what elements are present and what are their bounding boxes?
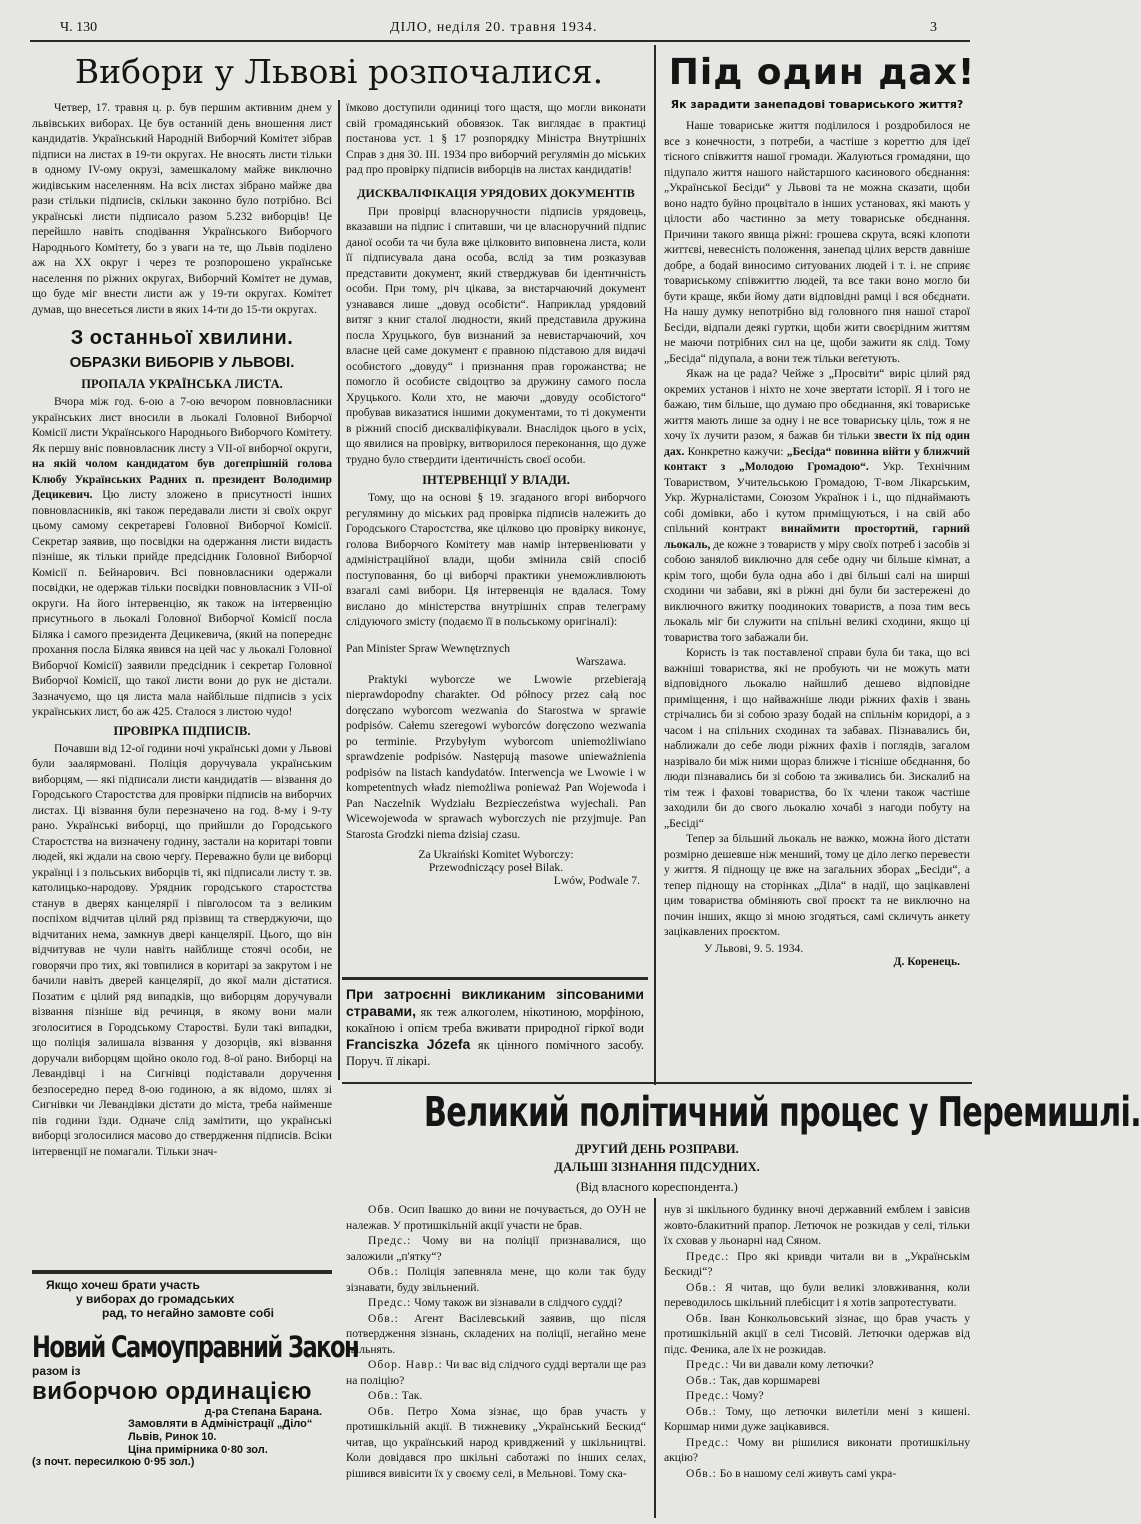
jozefa-ad-rule-top — [342, 977, 648, 980]
roof-p2-g: де кожне з товариств у міру своїх потреб і засобів зі собою занялоб виключно для себе одну чи більше кімнат, а крім того, щоби була одна або і дві більші салі на ширші сходини чи забави, які в ріжні дні були би застережені до виключного вжитку поодиноких товариств, а поза тим весь льокаль міг би служити на спільні великі сходини, якщо ці товариства того забажали би. — [664, 537, 970, 644]
trial-statement: Так, дав коршмареві — [716, 1373, 821, 1387]
trial-top-rule — [342, 1082, 972, 1084]
trial-statement: Поліція запевняла мене, що коли так буду зізнавати, буду звільнений. — [346, 1265, 646, 1294]
roof-p2-d: „Бесіда“ повинна війти у ближчий контакт з „Молодою Громадою“. — [664, 444, 970, 473]
lost-list-paragraph — [32, 394, 332, 720]
trial-speaker: Обв.: — [686, 1404, 717, 1418]
trial-statement: Агент Васілевський заявив, що після потвердження зізнань, складених на поліції, негайно мене звільнять. — [346, 1311, 646, 1356]
issue-number: Ч. 130 — [60, 20, 98, 35]
trial-exchange — [664, 1357, 970, 1373]
newspaper-dateline: ДІЛО, неділя 20. травня 1934. — [390, 20, 598, 35]
roof-p2-a: Якаж на це рада? Чейже з „Просвіти“ виріс цілий ряд окремих установ і ніхто не хоче звертати історії. Я і того не бажаю, тим більше, що думаю про обєднання, які товариське життя мають лише за одну і не все товариську ціль, тож я не хочу їх лучити разом, я бажав би тільки — [664, 367, 970, 442]
telegram-signature-1: Za Ukraiński Komitet Wyborczy: — [418, 848, 574, 861]
trial-exchange — [346, 1202, 646, 1233]
trial-statement: Петро Хома зізнає, що брав участь у протишкільній акції. В тижневику „Український Бескид“ читав, що український народ кривджений у шкільництві. Коли довідався про шкільні саботажі по інших селах, рішився вивісити їх у своєму селі, в Мельнові. Тому ска- — [346, 1404, 646, 1480]
trial-speaker: Обв. — [368, 1404, 395, 1418]
trial-exchange — [664, 1404, 970, 1435]
telegram-signature-3: Lwów, Podwale 7. — [553, 874, 640, 887]
trial-statement: Чи вас від слідчого судді вертали ще раз на поліцію? — [346, 1358, 646, 1387]
trial-statement: Осип Івашко до вини не почувається, до ОУН не належав. У протишкільній акції участи не брав. — [346, 1203, 646, 1232]
jozefa-water-advertisement — [346, 986, 644, 1069]
trial-column-rule — [654, 1198, 656, 1518]
ad-author: д-ра Степана Барана. — [204, 1406, 322, 1418]
ad-line-1: Якщо хочеш брати участь — [46, 1278, 200, 1292]
trial-exchange — [346, 1357, 646, 1388]
trial-speaker: Обв.: — [368, 1311, 399, 1325]
column-rule-right — [654, 45, 656, 1085]
trial-subheading-2: ДАЛЬШІ ЗІЗНАННЯ ПІДСУДНИХ. — [554, 1160, 760, 1174]
trial-speaker: Обв.: — [686, 1280, 717, 1294]
trial-exchange — [346, 1388, 646, 1404]
trial-speaker: Предс.: — [686, 1389, 730, 1402]
trial-exchange — [664, 1466, 970, 1482]
roof-paragraph-4: Тепер за більший льокаль не важко, можна його дістати розмірно дешевше ніж менший, тому це діло легко перевести у життя. Я піднощу це вже на загальних зборах „Бесіди“, а тепер піднощу на сторінках „Діла“ в надії, що зацікавлені цим товариства обміняють свої проєкт та не виключно на почин інших, якщо зі мною згодяться, самі скличуть анкету зацікавлених проєктом. — [664, 832, 970, 938]
jozefa-ad-text-1: як теж алкоголем, нікотиною, морфіною, кокаїною і опієм треба вживати природної гіркої води — [346, 1005, 644, 1035]
trial-exchange — [664, 1202, 970, 1249]
trial-exchange — [346, 1233, 646, 1264]
trial-speaker: Обв. — [368, 1203, 395, 1216]
trial-exchange — [664, 1249, 970, 1280]
trial-speaker: Обв.: — [686, 1466, 717, 1480]
ad-line-3: рад, то негайно замовте собі — [102, 1306, 274, 1320]
trial-exchange — [664, 1388, 970, 1404]
trial-speaker: Обв.: — [686, 1373, 717, 1387]
roof-p2-c: Конкретно кажучи: — [684, 444, 787, 458]
election-scenes-heading: ОБРАЗКИ ВИБОРІВ У ЛЬВОВІ. — [69, 354, 295, 371]
trial-statement: Чому ви на поліції признавалися, що заложили „п'ятку“? — [346, 1234, 646, 1263]
trial-speaker: Обор. Навр.: — [368, 1358, 443, 1371]
trial-exchange — [346, 1295, 646, 1311]
signature-check-paragraph: Почавши від 12-ої години ночі українські доми у Львові були заалярмовані. Поліція доручувала українським виборцям, — які підписали листи кандидатів — візвання до Городського Старостства для провірки підписів на виборчих листах. Ці візвання були перезначено на год. 8-му і 9-ту рано. Українські виборці, що прийшли до Городського Старостства на визначену годину, застали на коритарі товпи людей, які ждали на свою черґу. Переважно були це виборці українці і з польських виборців ті, які підписали листу т. зв. католицько-народову. Урядник городського старостства станув в дверях канцелярії і півголосом та з великим поспіхом відчитав цілий ряд прізвищ та стверджуючи, що відчитаних нема, замкнув двері канцелярії. Цього, що він відчитував не чули навіть найблище стоячі особи, не говорячи про тих, які товпилися в коритарі за закрутом і не бачили навіть дверей канцелярії, до якої мали дістатися. Позатим є цілий ряд випадків, що виборцям доручували візвання пізніше від речинця, в якому вони мали зголоситися в Городському Старостві. Були такі випадки, що поліція залишала візвання у дозорців, які візвання доручали виборцям щойно около год. 8-ої рано. Виборці на Левандівці і на Сигнівці подіставали доручення безпосередно перед 8-ою годиною, а як відомо, шлях зі Сигнівки чи Левандівки дістати до міста, треба найменше пів години їзди. Одначе слід замітити, що українські виборці зголосилися масово до ствердження підписів. Всіки інтервенції не помагали. Тільки знач- — [32, 741, 332, 1158]
trial-statement: Чому? — [729, 1389, 764, 1402]
jozefa-ad-headline: При затроєнні викликаним зіпсованими стравами, — [346, 986, 644, 1019]
ad-line-2: у виборах до громадських — [76, 1292, 235, 1306]
header-rule — [30, 40, 970, 42]
jozefa-ad-text-2: як цінного помічного засобу. Поруч. її лікарі. — [346, 1038, 644, 1068]
column-3 — [664, 118, 970, 968]
disqualification-heading: ДИСКВАЛІФІКАЦІЯ УРЯДОВИХ ДОКУМЕНТІВ — [357, 185, 635, 200]
trial-right-column — [664, 1202, 970, 1481]
article-title: Вибори у Львові розпочалися. — [74, 52, 604, 91]
trial-correspondent: (Від власного кореспондента.) — [576, 1180, 738, 1194]
election-lead-paragraph: Четвер, 17. травня ц. р. був першим активним днем у львівських виборах. Це був останній день вношення лист кандидатів. Український Народній Виборчий Комітет зібрав підписи на листах в 19-ти округах. Не вносять листи тільки в одному IV-ому окрузі, замешкалому майже виключно жидівським населенням. На всіх листах зібрано майже два рази стільки підписів, скільки законно було потрібно. Всі українські листи підписало разом 5.232 виборців! Це перейшло навіть сподівання Українського Виборчого Народнього Комітету, бо з уваги на те, що Львів поділено аж на ХХ округ і через те розпорошено українське населення по ріжних округах, Виборчий Комітет не думав, що буде міг внести листи аж у 19-ти округах. Комітет думав, що внесеться листи в яких 14-ти до 15-ти округах. — [32, 101, 332, 316]
roof-paragraph-2 — [664, 366, 970, 645]
telegram-city: Warszawa. — [575, 654, 626, 668]
roof-p2-b: звести їх під один дах. — [664, 429, 970, 458]
trial-exchange — [664, 1311, 970, 1358]
trial-exchange — [664, 1373, 970, 1389]
trial-speaker: Предс.: — [686, 1358, 730, 1371]
ad-order-info: Замовляти в Адміністрації „Діло“ Львів, Ринок 10. — [128, 1418, 313, 1443]
ad-together-with: разом із — [32, 1364, 81, 1378]
law-book-advertisement — [32, 1278, 359, 1488]
trial-exchange — [346, 1404, 646, 1482]
ad-ordinance: виборчою ординацією — [32, 1378, 313, 1405]
telegram-body: Praktyki wyborcze we Lwowie przebierają nieprawdopodny charakter. Od północy przez całą noc doręczano wyborcom wezwania do Starostwa w sprawie podpisów. Całemu szeregowi wyborców doręczono wezwania po terminie. Przybyłym wyborcom uniemożliwiano sprawdzenie podpisów. Następują masowe unieważnienia podpisów na listach kandydatów. Interwencja we Lwowie i w kompetentnych władz niemożliwa ponieważ Pan Wojewoda i Pan Naczelnik Wydziału Bezpieczeństwa wyjechali. Pan Wicewojewoda w sprawach wyborczych nie przyjmuje. Pan Starosta Grodzki niema dzisiaj czasu. — [346, 672, 646, 841]
trial-statement: Я читав, що були великі зловживання, коли переводилось шкільний плебісцит і я хотів запротестувати. — [664, 1280, 970, 1309]
trial-title: Великий політичний процес у Перемишлі. — [423, 1088, 1141, 1136]
trial-speaker: Предс.: — [368, 1296, 412, 1309]
trial-exchange — [346, 1311, 646, 1358]
lost-list-heading: ПРОПАЛА УКРАЇНСЬКА ЛИСТА. — [81, 377, 283, 391]
roof-author: Д. Коренець. — [893, 954, 960, 968]
trial-statement: Іван Конкольовський зізнає, що брав участь у протишкільній акції в селі Тисовій. Летючки одержав від підс. Феника, але їх не розкидав. — [664, 1311, 970, 1356]
trial-left-column — [346, 1202, 646, 1481]
trial-exchange — [664, 1280, 970, 1311]
roof-dateline: У Львові, 9. 5. 1934. — [704, 941, 804, 955]
column-1 — [32, 100, 332, 1159]
telegram-signature-2: Przewodniczący poseł Bilak. — [428, 861, 564, 874]
trial-statement: нув зі шкільного будинку вночі державний емблем і завісив жовто-блакитний прапор. Летючок не розкидав у селі, тільки їх сховав у льонарні над Сяном. — [664, 1203, 970, 1247]
roof-article-subtitle: Як зарадити занепадові товариського життя? — [670, 98, 964, 111]
disqualification-paragraph: При провірці власноручности підписів урядовець, вказавши на підпис і спитавши, чи це власноручний підпис даної особи та чи була вже цілковито виповнена листа, коли її підписувала дана особа, вслід за тим розказував представити документ, який стверджував би ідентичність особи. При тому, річ цікава, за вистарчаючий документ узнавався лише „довуд особісти“. Наприклад урядовий витяг з книг сталої людности, який представила дружина посла Хруцького, був визнаний за невистарчаючий, хоч власне цей саме документ є правною підставою для видачі особистого „довуду“ і признання прав горожанства; не помогло й особисте свідоцтво за дружину самого посла Хруцького. Коли хто, не маючи „довуду особістого“ пробував виказатися іншими документами, то ті документи в ріжний спосіб дискваліфікували. Внаслідок цього в усіх, що явилися на провірку, витворилося переконання, що дуже трудно було ствердити ідентичність своєї особи. — [346, 204, 646, 466]
ad-top-rule — [32, 1270, 332, 1274]
column-rule-mid — [338, 700, 340, 1080]
jozefa-ad-brand: Franciszka Józefa — [346, 1036, 471, 1052]
roof-paragraph-3: Користь із так поставленої справи була би така, що всі важніші товариства, які не пробують чи не можуть мати відповідного льокалю найшлиб дешево відповідне приміщення, і що найважніше люди ріжних фахів і звань стрічались би зі собою зразу бодай на спільнім коридорі, а з часом і на спільних сходинах та забавах. Пізнавались би, наближали до себе люди ріжних фахів і поглядів, загалом назрівало би між ними щораз ближче і тісніше обєднання, бо люди пізнавались би зі собою та зживались би. Зискалиб на тім теж і фахові товариства, бо їх члени також частіше заходили би до свого льокалю хочабі з нагоди побуту на „Бесіді“ — [664, 646, 970, 830]
roof-p2-e: Укр. Технічним Товариством, Учительською Громадою, Т-вом Лікарським, Укр. Журналістами, Союзом Українок і і., що піднаймають собі домівки, або і кутом приміщуються, і на свій або спільний контракт — [664, 460, 970, 535]
trial-statement: Чому також ви зізнавали в слідчого судді? — [411, 1296, 623, 1309]
trial-statement: Тому, що летючки вилетіли мені з кишені. Коршмар ними дуже зацікавився. — [664, 1404, 970, 1433]
lost-list-text-c: Цю листу зложено в присутності інших повновласників, які також передавали листи зі своїх округ цьому самому секретареві Головної Виборчої Комісії. Секретар заявив, що посвідки на одержання листи видасть пізніше, як тільки прийде предсідник Головної Виборчої Комісії п. Бейнарович. Всі повновласники одержали посвідки, не одержав тільки посвідки повновласник з VII-ої округи. На його інтервенцію, як також на інтервенцію присутнього в льокалі Головної Виборчої Комісії посла Біляка і самого президента Децикевича, (який на попереднє прохання посла Біляка явився на цей час у льокалі Головної Виборчої Комісії) заявили предсідник і секретар Головної Виборчої Комісії, що такої листи вони до рук не дістали. Зазначуємо, що ця листа мала найбільше підписів з усіх українських лист, бо аж 425. Сталося з листою чудо! — [32, 488, 332, 718]
trial-statement: Так. — [398, 1389, 423, 1402]
lost-list-text-a: Вчора між год. 6-ою а 7-ою вечором повновласники українських лист вносили в льокалі Головної Виборчої Комісії листи Українського Народнього Виборчого Комітету. Як першу вніс повновласник листу з VII-ої виборчої округи, — [32, 395, 332, 455]
last-minute-heading: З останньої хвилини. — [70, 327, 294, 349]
trial-statement: Про які кривди читали ви в „Українськім Бескиді“? — [664, 1249, 970, 1278]
ad-postage: (з почт. пересилкою 0·95 зол.) — [32, 1456, 195, 1468]
ad-price: Ціна примірника 0·80 зол. — [128, 1444, 268, 1456]
column-rule-left — [338, 100, 340, 700]
trial-statement: Чи ви давали кому летючки? — [729, 1358, 874, 1371]
trial-speaker: Предс.: — [686, 1435, 730, 1449]
trial-speaker: Обв.: — [368, 1389, 399, 1402]
page-number: 3 — [930, 20, 937, 35]
trial-exchange — [346, 1264, 646, 1295]
lost-list-text-b: на якій чолом кандидатом був догепрішній голова Клюбу Українських Радних п. президент Володимир Децикевич. — [32, 457, 332, 501]
interventions-paragraph: Тому, що на основі § 19. згаданого вгорі виборчого регулямину до міських рад провірка підписів належить до Городського Старостства, яке цілково цю провірку виконує, голова Виборчого Комітету мав намір інтервеніювати у адміністраційної влади, щоби змінила свій спосіб поступовання, бо ці виборчі практики унеможливлюють взагалі самі вибори. Ця інтервенція не вдалася. Тому вислано до міністерства внутрішніх справ телеграму слідуючого змісту (подаємо її в польському оригіналі): — [346, 491, 646, 628]
signature-check-heading: ПРОВІРКА ПІДПИСІВ. — [113, 723, 251, 738]
trial-subheading-1: ДРУГИЙ ДЕНЬ РОЗПРАВИ. — [575, 1142, 739, 1156]
trial-statement: Чому ви рішилися виконати протишкільну акцію? — [664, 1435, 970, 1464]
ad-book-title: Новий Самоуправний Закон — [32, 1330, 359, 1364]
trial-speaker: Обв.: — [368, 1265, 399, 1278]
trial-exchange — [664, 1435, 970, 1466]
roof-paragraph-1: Наше товариське життя поділилося і роздробилося не все з конечности, з потреби, а частіше з кореттю для ідеї тісного співжиття нашої громади. Жалуються громадяни, що підупало життя нашого найстаршого касинового обєднання: „Української Бесіди“ у Львові та не можна сказати, щоби воно надто буйно процвітало в інших установах, які мають у цілости або частинно за мету товариське обєднання. Причини такого явища ріжні: грошева скрута, всякі клопоти життєві, невесність положення, занепад цілих верств давніше добре, а бодай виносимо ситуованих людей і т. і. не сприяє товариському співжиттю людей, та все таки воно могло би бути краще, якби йому дати відповідні рамці і вся обєднати. На нашу думку непотрібно від головного пня нашої старої Бесіди, відпали деякі гуртки, щоби жити своєрідним життям не маючи потрібних сил на це, щоби зажити як слід. Тому „Бесіда“ підупала, а вони теж тільки веґетують. — [664, 119, 970, 365]
trial-speaker: Предс.: — [686, 1249, 730, 1263]
election-continued-paragraph: їмково доступили одиниці того щастя, що могли виконати свій громадянський обовязок. Так виглядає в практиці постанова уст. 1 § 17 розпорядку Міністра Внутрішніх Справ з дня 30. III. 1934 про виборчий регулямін до міських рад про провірку підписів виборців на листах кандидатів! — [346, 101, 646, 176]
telegram-address: Pan Minister Spraw Wewnętrznych — [346, 641, 511, 655]
roof-p2-f: винаймити простортий, гарний льокаль, — [664, 522, 970, 551]
trial-speaker: Предс.: — [368, 1234, 412, 1247]
column-2 — [346, 100, 646, 887]
page-header — [30, 18, 970, 40]
roof-article-title: Під один дах! — [668, 52, 976, 93]
trial-statement: Бо в нашому селі живуть самі укра- — [716, 1466, 897, 1480]
trial-speaker: Обв. — [686, 1311, 713, 1325]
interventions-heading: ІНТЕРВЕНЦІЇ У ВЛАДИ. — [422, 473, 570, 487]
